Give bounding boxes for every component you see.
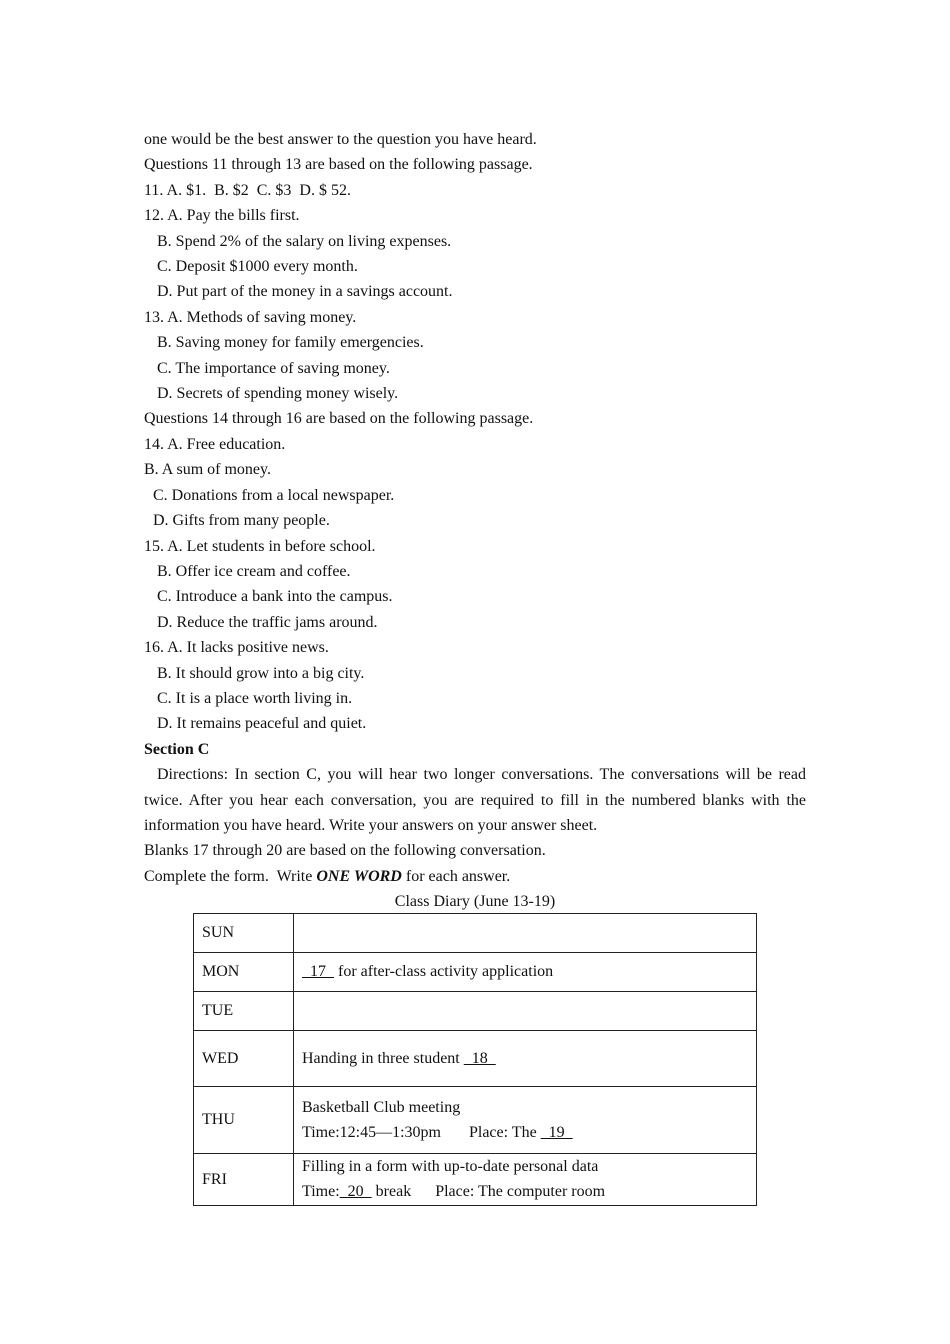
- question-14-option-b: B. A sum of money.: [144, 461, 271, 479]
- question-12-option-c: C. Deposit $1000 every month.: [157, 258, 358, 276]
- wed-text: Handing in three student: [302, 1049, 464, 1067]
- question-14-option-d: D. Gifts from many people.: [153, 512, 330, 530]
- blank-17: 17: [302, 963, 334, 981]
- question-12-option-a: 12. A. Pay the bills first.: [144, 207, 300, 225]
- exam-page: [144, 127, 806, 915]
- thu-content: [294, 1087, 757, 1154]
- fri-line-2: [302, 1179, 748, 1204]
- table-row: [194, 1031, 757, 1087]
- question-14-option-c: C. Donations from a local newspaper.: [153, 486, 395, 504]
- question-16-option-b: B. It should grow into a big city.: [157, 664, 365, 682]
- day-fri: FRI: [194, 1154, 294, 1206]
- question-12-option-d: D. Put part of the money in a savings account.: [157, 283, 453, 301]
- mon-content: [294, 953, 757, 992]
- complete-instruction: [144, 864, 806, 889]
- blank-19: 19: [540, 1124, 573, 1141]
- question-11: 11. A. $1. B. $2 C. $3 D. $ 52.: [144, 181, 351, 199]
- table-row: [194, 914, 757, 953]
- sun-content: [294, 914, 757, 953]
- question-16-option-a: 16. A. It lacks positive news.: [144, 639, 329, 657]
- day-sun: SUN: [194, 914, 294, 953]
- intro-line: one would be the best answer to the question you have heard.: [144, 131, 537, 148]
- question-15-option-c: C. Introduce a bank into the campus.: [157, 588, 393, 606]
- thu-line-1: Basketball Club meeting: [302, 1098, 461, 1116]
- mon-text: for after-class activity application: [334, 963, 554, 981]
- complete-instruction-post: for each answer.: [401, 867, 511, 885]
- thu-line-2-text: Time:12:45—1:30pm Place: The: [302, 1124, 541, 1141]
- table-caption: Class Diary (June 13-19): [394, 893, 556, 911]
- question-13-option-a: 13. A. Methods of saving money.: [144, 308, 357, 326]
- table-row: [194, 953, 757, 992]
- day-wed: WED: [194, 1031, 294, 1087]
- question-13-option-d: D. Secrets of spending money wisely.: [157, 385, 399, 403]
- question-16-option-d: D. It remains peaceful and quiet.: [157, 715, 367, 733]
- table-row: [194, 1154, 757, 1206]
- section-c-directions: Directions: In section C, you will hear two longer conversations. The conversations will be read twice. After you hear each conversation, you are required to fill in the numbered blanks with the information you have heard. Write your answers on your answer sheet.: [144, 766, 806, 834]
- thu-line-2: [302, 1120, 748, 1145]
- blanks-intro: Blanks 17 through 20 are based on the following conversation.: [144, 842, 546, 860]
- table-row: [194, 1087, 757, 1154]
- question-15-option-a: 15. A. Let students in before school.: [144, 537, 376, 555]
- class-diary-table: [193, 913, 757, 1206]
- question-16-option-c: C. It is a place worth living in.: [157, 689, 353, 707]
- question-12-option-b: B. Spend 2% of the salary on living expenses.: [157, 232, 452, 250]
- tue-content: [294, 992, 757, 1031]
- fri-content: [294, 1154, 757, 1206]
- passage-intro-14-16: Questions 14 through 16 are based on the following passage.: [144, 410, 534, 428]
- day-tue: TUE: [194, 992, 294, 1031]
- question-14-option-a: 14. A. Free education.: [144, 435, 286, 453]
- fri-line-1: Filling in a form with up-to-date personal data: [302, 1158, 599, 1175]
- question-13-option-c: C. The importance of saving money.: [157, 359, 390, 377]
- complete-instruction-emphasis: ONE WORD: [316, 867, 402, 885]
- blank-18: 18: [463, 1049, 496, 1067]
- question-15-option-b: B. Offer ice cream and coffee.: [157, 562, 351, 580]
- table-row: [194, 992, 757, 1031]
- question-13-option-b: B. Saving money for family emergencies.: [157, 334, 424, 352]
- passage-intro-11-13: Questions 11 through 13 are based on the following passage.: [144, 156, 533, 174]
- fri-line-2-pre: Time:: [302, 1183, 340, 1201]
- blank-20: 20: [339, 1183, 372, 1201]
- section-c-heading: Section C: [144, 740, 210, 758]
- fri-line-2-post: break Place: The computer room: [371, 1183, 606, 1201]
- day-mon: MON: [194, 953, 294, 992]
- wed-content: [294, 1031, 757, 1087]
- question-15-option-d: D. Reduce the traffic jams around.: [157, 613, 378, 631]
- complete-instruction-pre: Complete the form. Write: [144, 867, 317, 885]
- day-thu: THU: [194, 1087, 294, 1154]
